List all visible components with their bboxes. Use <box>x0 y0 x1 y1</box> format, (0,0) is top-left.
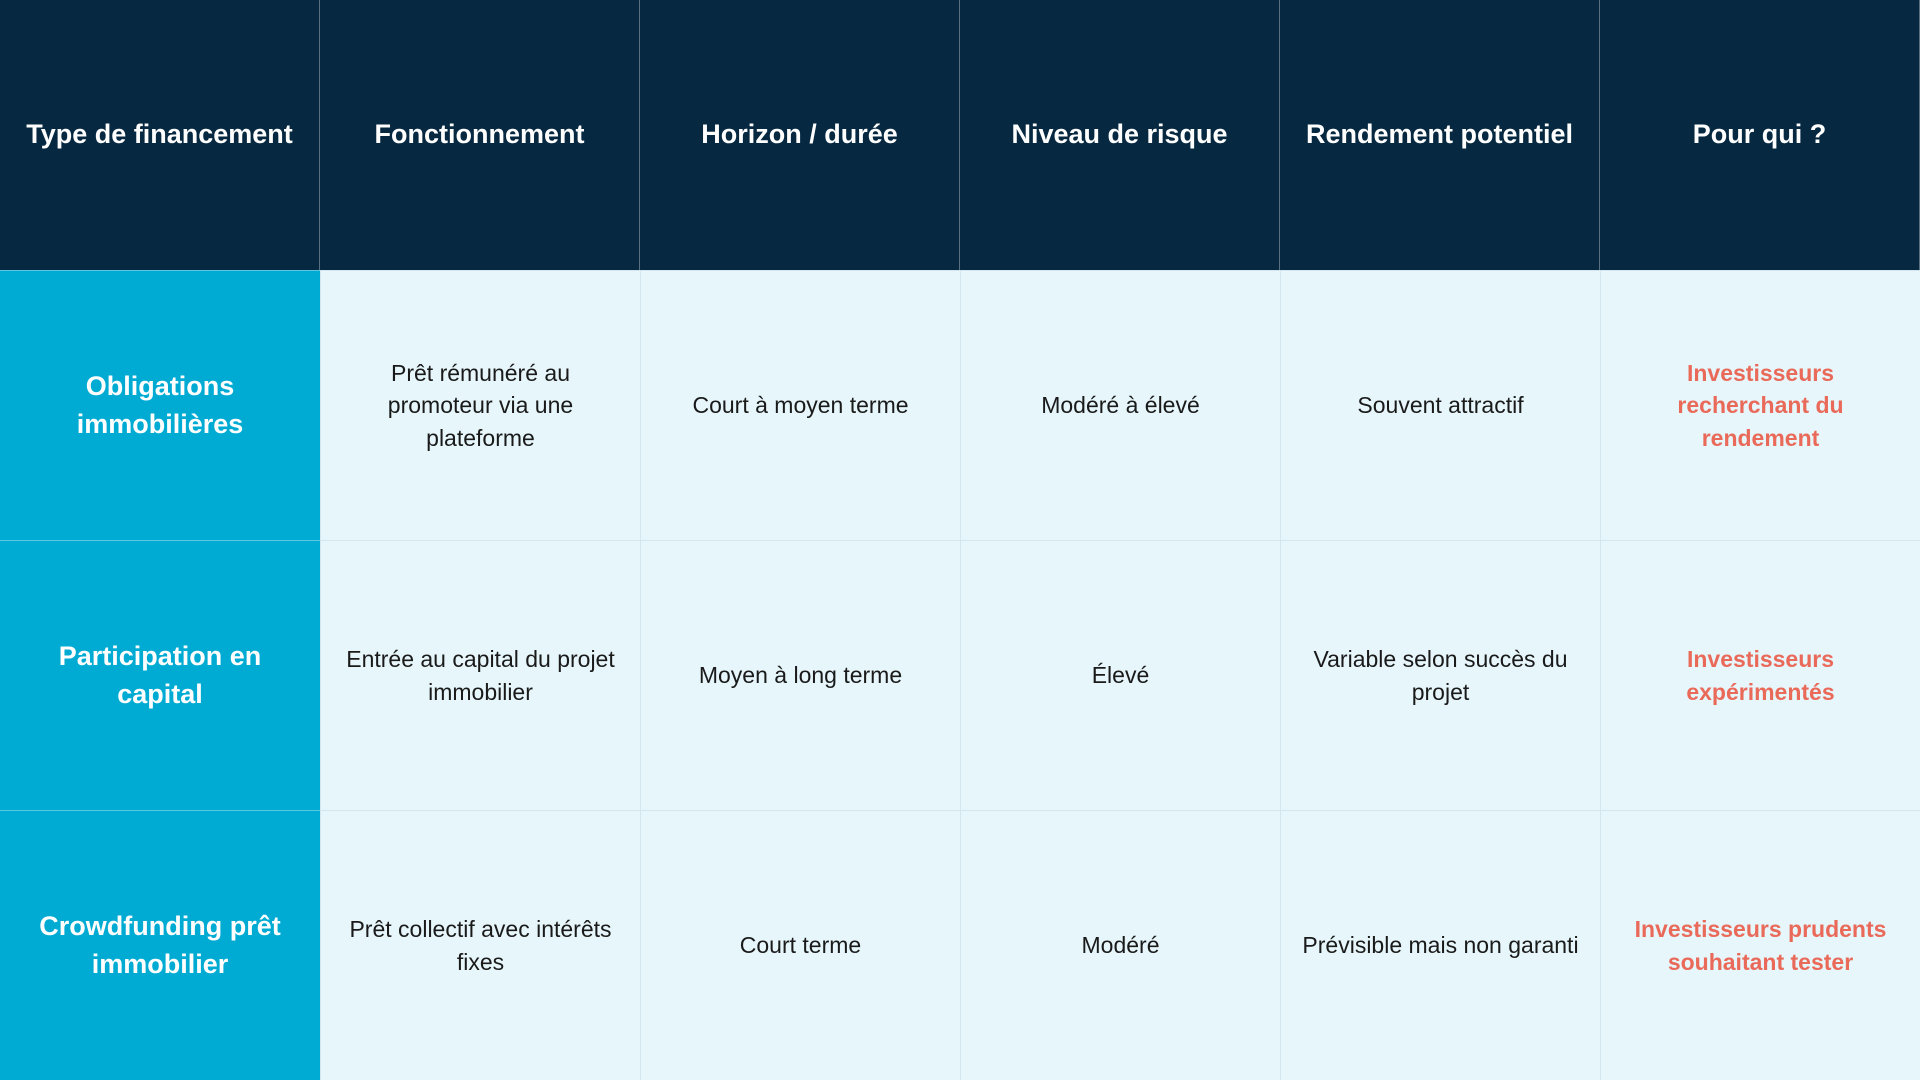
header-risque: Niveau de risque <box>960 0 1280 270</box>
row-2-type: Participation en capital <box>0 540 320 810</box>
row-2-rendement: Variable selon succès du projet <box>1280 540 1600 810</box>
row-2-horizon: Moyen à long terme <box>640 540 960 810</box>
row-3-pour-qui: Investisseurs prudents souhaitant tester <box>1600 810 1920 1080</box>
header-type: Type de financement <box>0 0 320 270</box>
row-1-rendement: Souvent attractif <box>1280 270 1600 540</box>
row-1-horizon: Court à moyen terme <box>640 270 960 540</box>
row-3-fonctionnement: Prêt collectif avec intérêts fixes <box>320 810 640 1080</box>
row-1-risque: Modéré à élevé <box>960 270 1280 540</box>
row-2-pour-qui: Investisseurs expérimentés <box>1600 540 1920 810</box>
row-1-pour-qui: Investisseurs recherchant du rendement <box>1600 270 1920 540</box>
row-2-fonctionnement: Entrée au capital du projet immobilier <box>320 540 640 810</box>
header-pour-qui: Pour qui ? <box>1600 0 1920 270</box>
row-3-horizon: Court terme <box>640 810 960 1080</box>
header-fonctionnement: Fonctionnement <box>320 0 640 270</box>
row-1-type: Obligations immobilières <box>0 270 320 540</box>
header-rendement: Rendement potentiel <box>1280 0 1600 270</box>
row-3-type: Crowdfunding prêt immobilier <box>0 810 320 1080</box>
header-horizon: Horizon / durée <box>640 0 960 270</box>
row-2-risque: Élevé <box>960 540 1280 810</box>
row-1-fonctionnement: Prêt rémunéré au promoteur via une plateforme <box>320 270 640 540</box>
row-3-rendement: Prévisible mais non garanti <box>1280 810 1600 1080</box>
row-3-risque: Modéré <box>960 810 1280 1080</box>
